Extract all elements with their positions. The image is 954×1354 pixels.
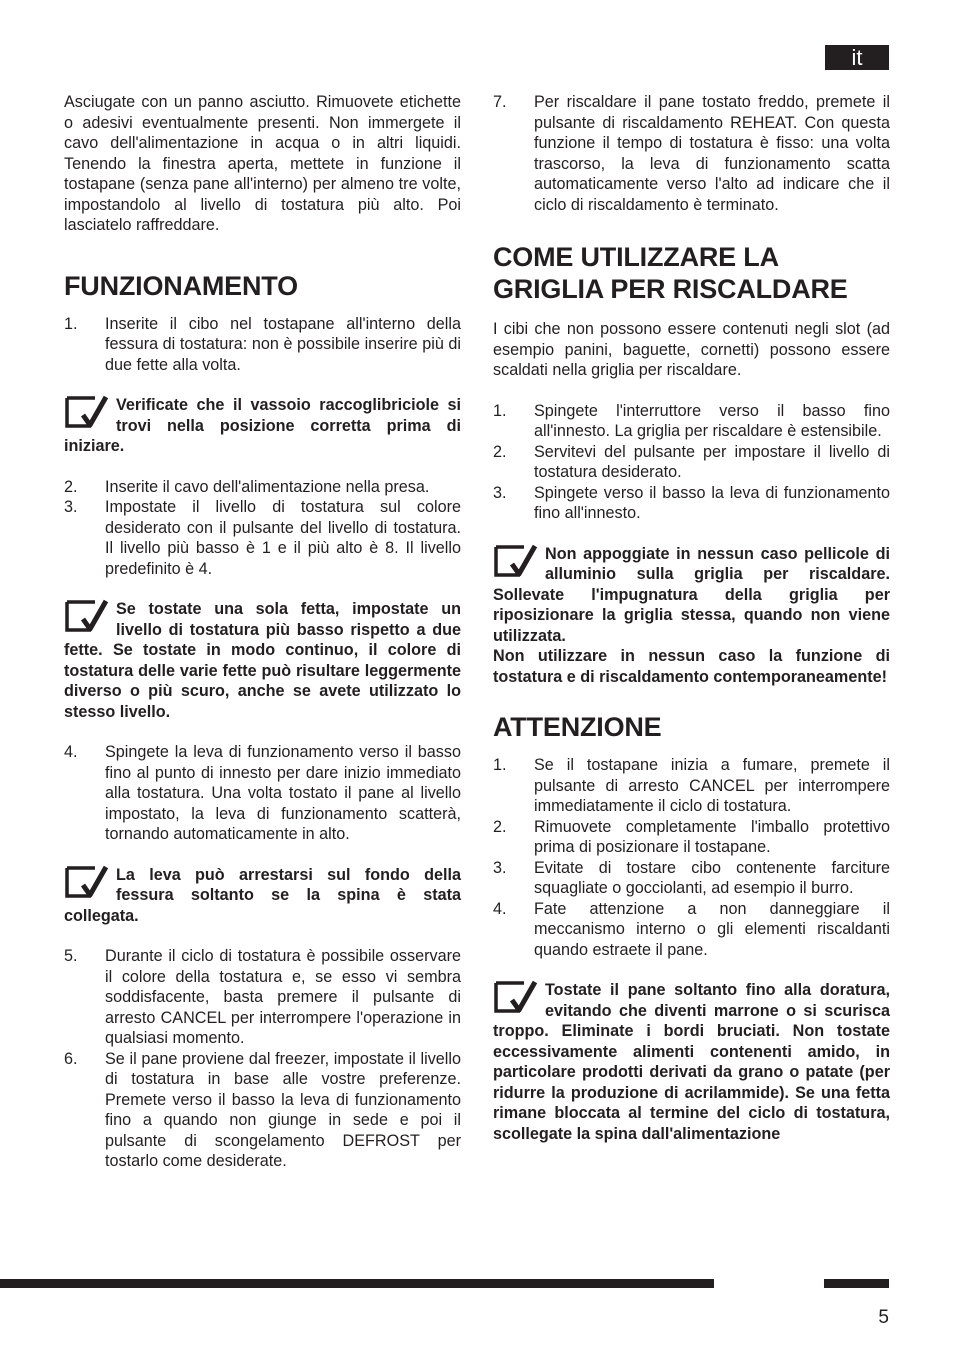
list-item: 4. Fate attenzione a non danneggiare il meccanismo interno o gli elementi riscaldanti quando estraete il pane. xyxy=(493,899,890,959)
footer-rule-left xyxy=(0,1279,714,1288)
checkmark-note-icon xyxy=(493,542,541,582)
section-heading-funzionamento: FUNZIONAMENTO xyxy=(64,270,298,301)
steps-list xyxy=(493,92,890,215)
note-box: Verificate che il vassoio raccoglibriciole si trovi nella posizione corretta prima di iniziare. xyxy=(64,395,461,457)
list-item: 1. Inserite il cibo nel tostapane all'interno della fessura di tostatura: non è possibile inserire più di due fette alla volta. xyxy=(64,314,461,374)
note-box: La leva può arrestarsi sul fondo della fessura soltanto se la spina è stata collegata. xyxy=(64,865,461,927)
list-item: 2. Servitevi del pulsante per impostare il livello di tostatura desiderato. xyxy=(493,442,890,481)
list-item: 1. Se il tostapane inizia a fumare, premete il pulsante di arresto CANCEL per interrompere immediatamente il ciclo di tostatura. xyxy=(493,756,890,815)
list-item: 2. Inserite il cavo dell'alimentazione nella presa. xyxy=(64,477,430,496)
checkmark-note-icon xyxy=(64,597,112,637)
note-box: Tostate il pane soltanto fino alla doratura, evitando che diventi marrone o si scurisca troppo. Eliminate i bordi bruciati. Non tostate eccessivamente alimenti contenenti amido, in particolare prodotti derivati da grano o patate (per ridurre la produzione di acrilammide). Se una fetta rimane bloccata al termine del ciclo di tostatura, scollegate la spina dall'alimentazione xyxy=(493,980,890,1144)
list-item: 5. Durante il ciclo di tostatura è possibile osservare il colore della tostatura e, se esso vi sembra soddisfacente, basta premere il pulsante di arresto CANCEL per interrompere l'operazione in qualsiasi momento. xyxy=(64,947,461,1047)
checkmark-note-icon xyxy=(64,393,112,433)
list-item: 7. Per riscaldare il pane tostato freddo, premete il pulsante di riscaldamento REHEAT. Con questa funzione il tempo di tostatura è fisso: una volta trascorso, la leva di funzionamento scatta automaticamente verso l'alto ad indicare che il ciclo di riscaldamento è terminato. xyxy=(493,93,890,214)
list-item: 2. Rimuovete completamente l'imballo protettivo prima di posizionare il tostapane. xyxy=(493,817,890,856)
list-item: 6. Se il pane proviene dal freezer, impostate il livello di tostatura in base alle vostre preferenze. Premete verso il basso la leva di funzionamento fino a quando non giunge in sede e poi il pulsante di scongelamento DEFROST per tostarlo come desiderate. xyxy=(64,1049,461,1170)
list-item: 3. Spingete verso il basso la leva di funzionamento fino all'innesto. xyxy=(493,483,890,522)
footer-rule-right xyxy=(824,1279,889,1288)
note-warning: Non utilizzare in nessun caso la funzione di tostatura e di riscaldamento contemporaneamente! xyxy=(493,647,890,686)
list-item: 1. Spingete l'interruttore verso il basso fino all'innesto. La griglia per riscaldare è estensibile. xyxy=(493,401,890,440)
list-item: 3. Evitate di tostare cibo contenente farciture squagliate o gocciolanti, ad esempio il burro. xyxy=(493,858,890,897)
griglia-intro: I cibi che non possono essere contenuti negli slot (ad esempio panini, baguette, cornetti) possono essere scaldati nella griglia per riscaldare. xyxy=(493,320,890,379)
checkmark-note-icon xyxy=(64,863,112,903)
right-column xyxy=(493,92,890,1144)
steps-list xyxy=(64,946,461,1172)
checkmark-note-icon xyxy=(493,978,541,1018)
section-heading-attenzione: ATTENZIONE xyxy=(493,712,662,742)
section-heading-griglia: COME UTILIZZARE LA GRIGLIA PER RISCALDARE xyxy=(493,242,848,304)
list-item: 4. Spingete la leva di funzionamento verso il basso fino al punto di innesto per dare inizio immediato alla tostatura. Una volta tostato il pane al livello impostato, la leva di funzionamento scatterà, tornando automaticamente in alto. xyxy=(64,743,461,843)
note-box: Se tostate una sola fetta, impostate un livello di tostatura più basso rispetto a due fette. Se tostate in modo continuo, il colore di tostatura delle varie fette può risultare leggermente diverso o più scuro, anche se avete utilizzato lo stesso livello. xyxy=(64,599,461,722)
steps-list xyxy=(64,314,461,376)
left-column xyxy=(64,92,461,1172)
language-tag: it xyxy=(825,45,889,70)
steps-list xyxy=(493,401,890,524)
list-item: 3. Impostate il livello di tostatura sul colore desiderato con il pulsante del livello di tostatura. Il livello più basso è 1 e il più alto è 8. Il livello predefinito è 4. xyxy=(64,498,461,578)
page-number: 5 xyxy=(878,1307,889,1328)
steps-list xyxy=(64,477,461,580)
note-box: Non appoggiate in nessun caso pellicole di alluminio sulla griglia per riscaldare. Sollevate l'impugnatura della griglia per riposizionare la griglia stessa, quando non viene utilizzata. Non utilizzare in nessun caso la funzione di tostatura e di riscaldamento contemporaneamente! xyxy=(493,544,890,688)
intro-paragraph: Asciugate con un panno asciutto. Rimuovete etichette o adesivi eventualmente presenti. Non immergete il cavo dell'alimentazione in acqua o in altri liquidi. Tenendo la finestra aperta, mettete in funzione il tostapane (senza pane all'interno) per almeno tre volte, impostandolo al livello di tostatura più alto. Poi lasciatelo raffreddare. xyxy=(64,93,461,234)
steps-list xyxy=(64,742,461,845)
steps-list xyxy=(493,755,890,960)
